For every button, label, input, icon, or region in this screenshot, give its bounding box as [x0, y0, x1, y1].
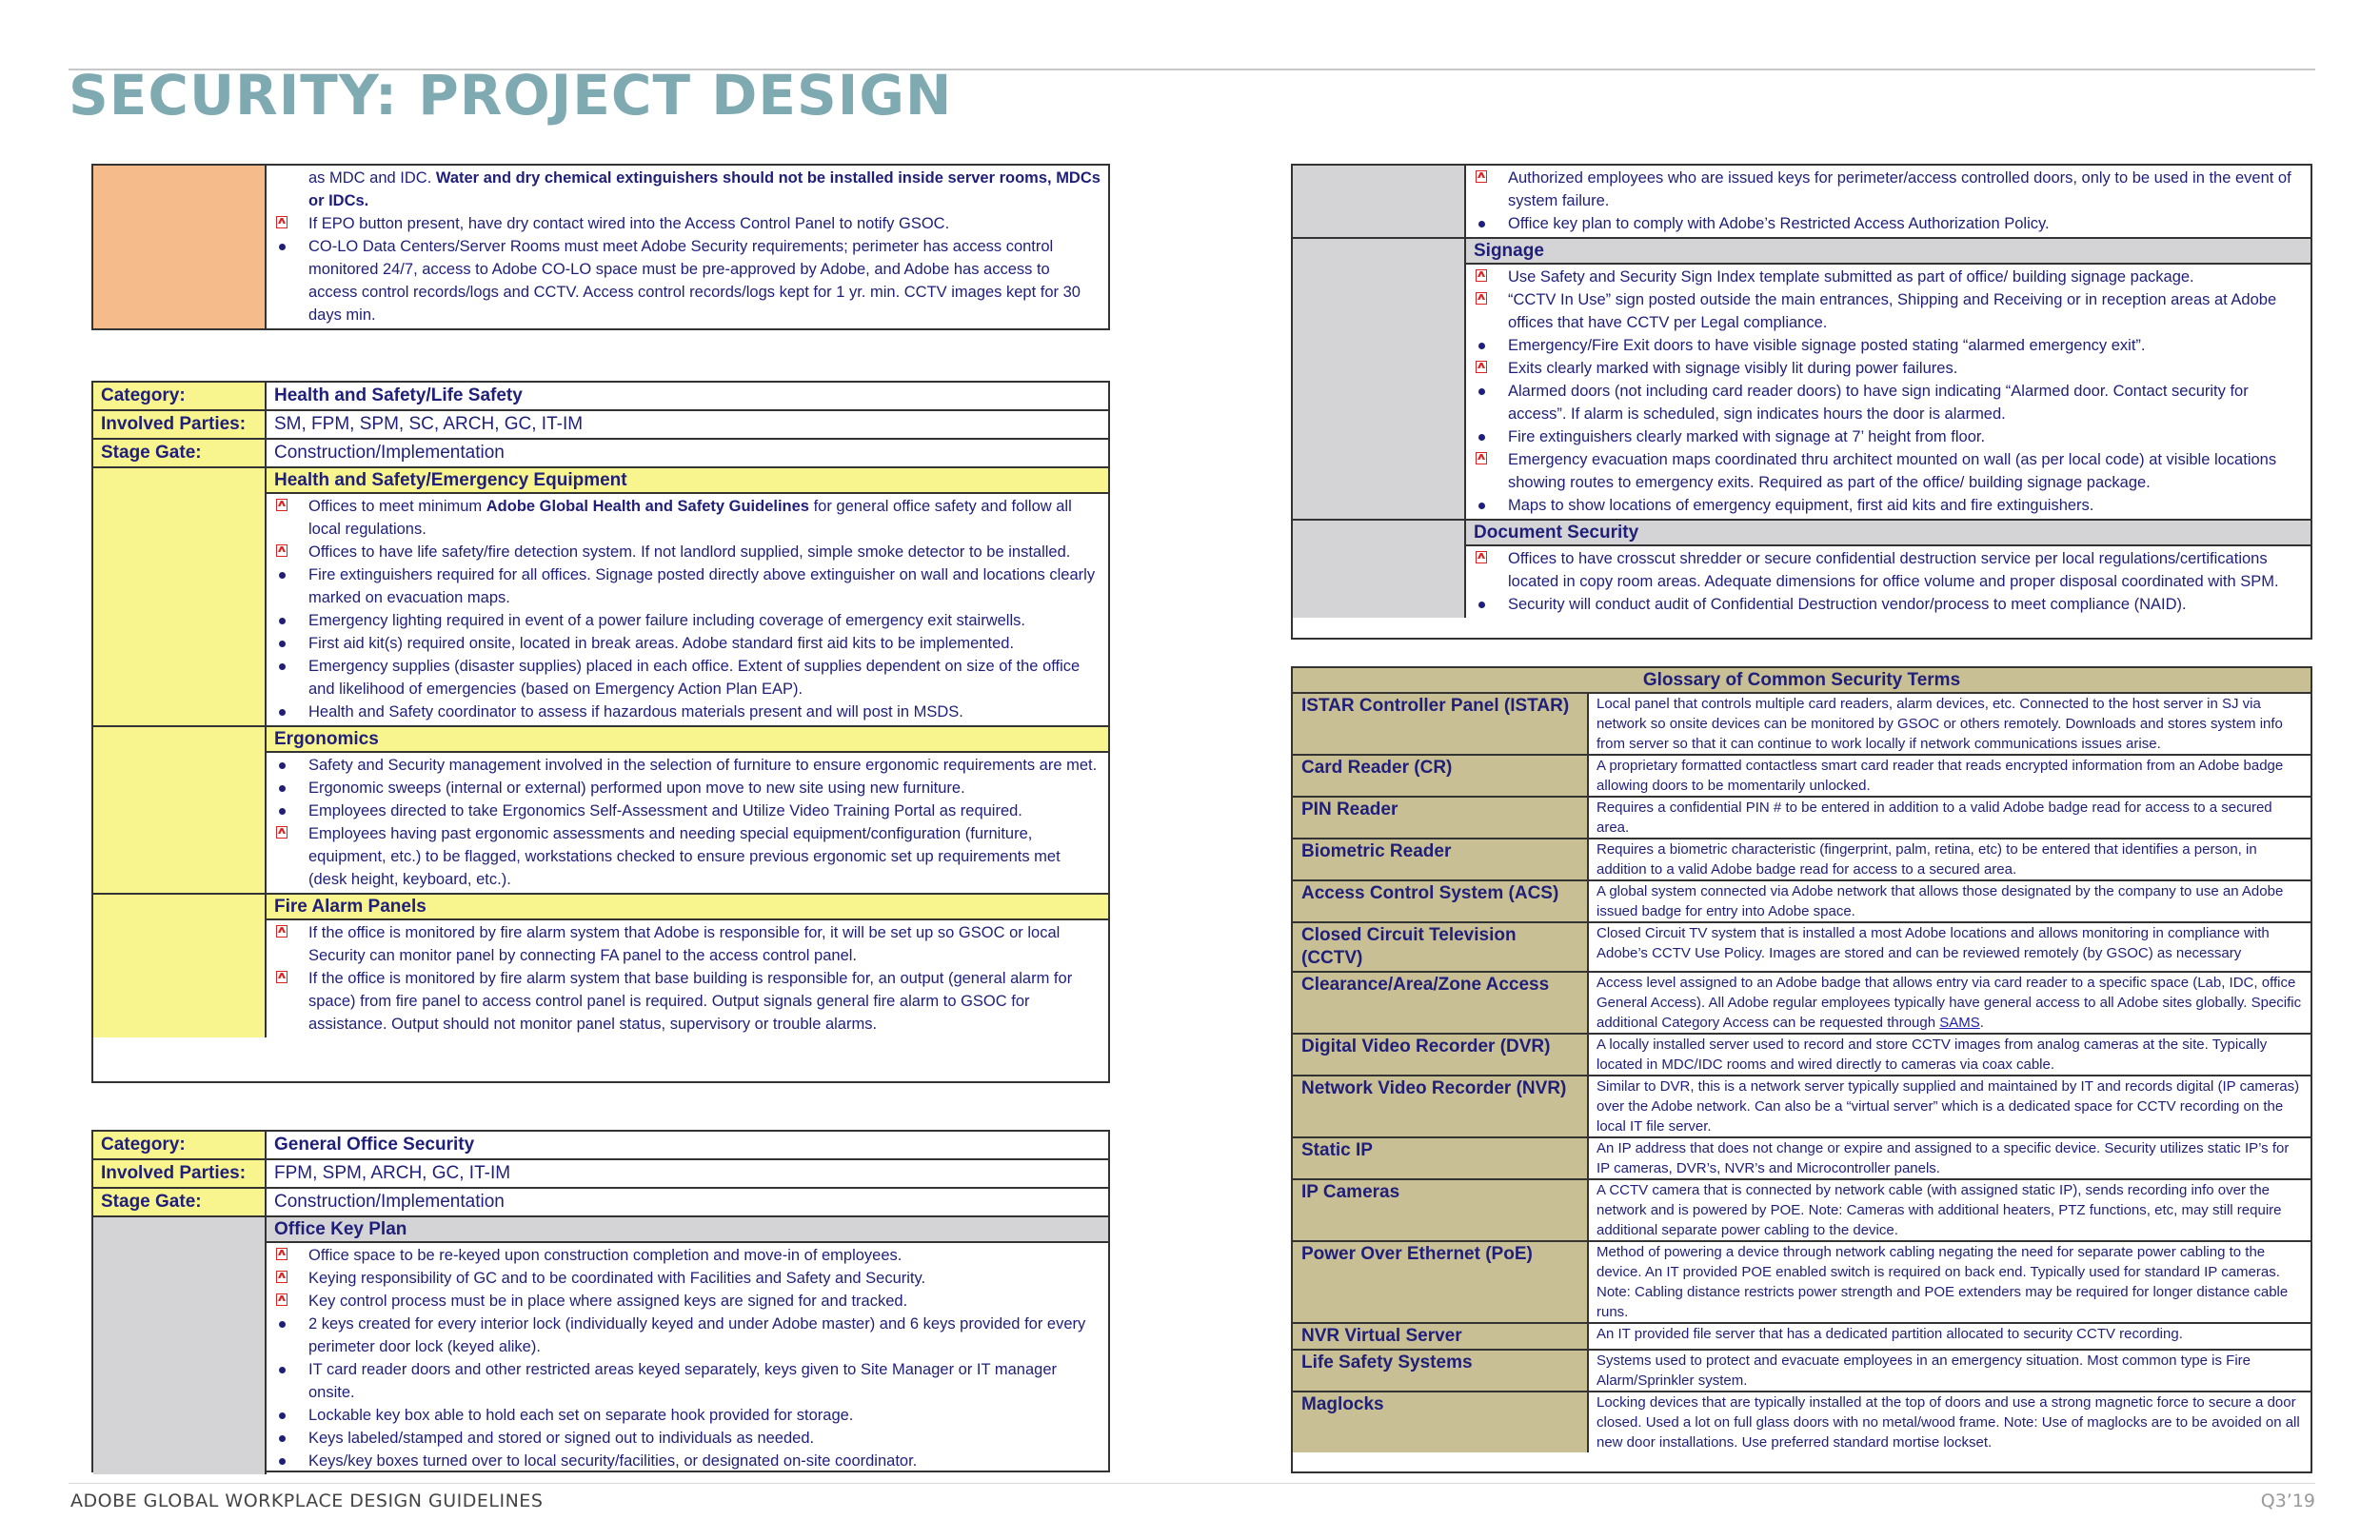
bullet-icon: [274, 921, 308, 967]
bullet-icon: [274, 495, 308, 541]
involved-parties-label: Involved Parties:: [93, 411, 267, 438]
item-text: [308, 1313, 1102, 1358]
item-text: [308, 609, 1102, 632]
bullet-dot-icon: [1478, 602, 1485, 608]
item-text: [308, 541, 1102, 563]
text-run: Emergency supplies (disaster supplies) placed in each office. Extent of supplies dependent on size of the office and likelihood of emergencies (based on Emergency Action Plan EAP).: [308, 658, 1081, 698]
text-run: Security will conduct audit of Confidential Destruction vendor/process to meet compliance (NAID).: [1508, 596, 2187, 613]
section-left-cell: [93, 468, 267, 725]
list-item: [274, 921, 1102, 967]
text-run: Keys/key boxes turned over to local security/facilities, or designated on-site coordinator.: [308, 1452, 918, 1470]
bullet-dot-icon: [279, 572, 286, 579]
list-item: [274, 701, 1102, 723]
bullet-icon: [274, 1427, 308, 1450]
list-item: [274, 822, 1102, 891]
glossary-definition: [1589, 839, 2311, 879]
bullet-dot-icon: [279, 709, 286, 716]
list-item: [274, 541, 1102, 563]
text-run: Fire extinguishers required for all offices. Signage posted directly above extinguisher on wall and locations clearly marked on evacuation maps.: [308, 566, 1096, 606]
bold-text: Water and dry chemical extinguishers should not be installed inside server rooms, MDCs or IDCs.: [308, 169, 1101, 209]
glossary-row: [1293, 839, 2311, 881]
text-run: Local panel that controls multiple card readers, alarm devices, etc. Connected to the host server in SJ via network so onsite devices can be monitored by GSOC or others remotely. Downloads and stores system info from server so that it can continue to work locally if network communications issues arise.: [1597, 696, 2283, 752]
glossary-term: Life Safety Systems: [1293, 1351, 1589, 1391]
section-row: [1293, 521, 2311, 618]
section-row: [93, 727, 1108, 895]
list-item: [274, 800, 1102, 822]
list-item: [274, 212, 1102, 235]
bullet-icon: [274, 1267, 308, 1290]
bullet-dot-icon: [279, 1321, 286, 1328]
adobe-icon: [1476, 170, 1487, 183]
list-item: [274, 1267, 1102, 1290]
bullet-icon: [1474, 334, 1508, 357]
item-text: [1508, 212, 2305, 235]
category-value: Health and Safety/Life Safety: [274, 385, 523, 405]
bullet-icon: [274, 235, 308, 326]
glossary-definition: [1589, 1351, 2311, 1391]
glossary-term: ISTAR Controller Panel (ISTAR): [1293, 694, 1589, 754]
glossary-definition: [1589, 1324, 2311, 1349]
glossary-row: [1293, 798, 2311, 839]
list-item: [1474, 425, 2305, 448]
list-item: [1474, 266, 2305, 288]
bullet-dot-icon: [279, 641, 286, 647]
text-run: as MDC and IDC.: [308, 169, 436, 187]
item-text: [308, 1427, 1102, 1450]
glossary-table: [1291, 666, 2312, 1473]
list-item: [274, 1427, 1102, 1450]
glossary-term: Digital Video Recorder (DVR): [1293, 1035, 1589, 1075]
section-title: Signage: [1466, 239, 2311, 265]
bullet-icon: [274, 563, 308, 609]
text-run: Locking devices that are typically installed at the top of doors and use a strong magnetic force to secure a door closed. Used a lot on full glass doors with no metal/wood frame. Note: Use of maglocks are to be avoided on all new door installations. Use preferred standard mortise lockset.: [1597, 1394, 2300, 1451]
bullet-dot-icon: [279, 1435, 286, 1442]
list-item: [274, 777, 1102, 800]
list-item: [274, 563, 1102, 609]
item-text: [308, 967, 1102, 1036]
item-text: [308, 563, 1102, 609]
section-list: [1466, 546, 2311, 618]
item-text: [308, 632, 1102, 655]
adobe-icon: [276, 826, 288, 839]
glossary-row: [1293, 881, 2311, 923]
item-text: [1508, 425, 2305, 448]
item-text: [1508, 288, 2305, 334]
list-item: [1474, 288, 2305, 334]
bullet-dot-icon: [279, 1367, 286, 1373]
bullet-dot-icon: [279, 1458, 286, 1465]
list-item: [274, 632, 1102, 655]
bullet-dot-icon: [279, 762, 286, 769]
text-run: A global system connected via Adobe network that allows those designated by the company to use an Adobe issued badge for entry into Adobe space.: [1597, 883, 2284, 919]
glossary-row: [1293, 1242, 2311, 1324]
glossary-row: [1293, 694, 2311, 756]
text-run: Use Safety and Security Sign Index template submitted as part of office/ building signage package.: [1508, 268, 2194, 286]
section-list: [267, 753, 1108, 893]
item-text: [308, 1450, 1102, 1472]
text-run: A locally installed server used to record and store CCTV images from analog cameras at the site. Typically located in MDC/IDC rooms and wired directly to cameras via coax cable.: [1597, 1037, 2268, 1073]
adobe-icon: [276, 216, 288, 228]
bullet-icon: [274, 754, 308, 777]
key-plan-continued-list: [1466, 166, 2311, 237]
involved-parties-label: Involved Parties:: [93, 1160, 267, 1187]
glossary-row: [1293, 1392, 2311, 1452]
list-item: [1474, 547, 2305, 593]
glossary-term: Clearance/Area/Zone Access: [1293, 973, 1589, 1033]
category-value: General Office Security: [274, 1135, 475, 1155]
bullet-dot-icon: [279, 618, 286, 624]
section-row: [93, 468, 1108, 727]
bullet-icon: [1474, 212, 1508, 235]
item-text: [308, 495, 1102, 541]
text-run: CO-LO Data Centers/Server Rooms must meet Adobe Security requirements; perimeter has access control monitored 24/7, access to Adobe CO-LO space must be pre-approved by Adobe, and Adobe has access to access control records/logs and CCTV. Access control records/logs kept for 1 yr. min. CCTV images kept for 30 days min.: [308, 238, 1081, 324]
text-run: Offices to have crosscut shredder or secure confidential destruction service per local regulations/certifications located in copy room areas. Adequate dimensions for office volume and proper disposal coordinated with SPM.: [1508, 550, 2279, 590]
bullet-icon: [274, 800, 308, 822]
bullet-dot-icon: [279, 785, 286, 792]
bullet-dot-icon: [1478, 503, 1485, 509]
bullet-icon: [1474, 494, 1508, 517]
list-item: [274, 1244, 1102, 1267]
bullet-icon: [1474, 547, 1508, 593]
list-item: [274, 754, 1102, 777]
adobe-icon: [276, 1248, 288, 1260]
text-run: Exits clearly marked with signage visibly lit during power failures.: [1508, 360, 1958, 377]
list-item: [274, 655, 1102, 701]
item-text: [308, 167, 1102, 212]
bullet-icon: [1474, 425, 1508, 448]
item-text: [1508, 547, 2305, 593]
bullet-dot-icon: [279, 244, 286, 250]
item-text: [308, 1290, 1102, 1313]
text-run: A proprietary formatted contactless smart card reader that reads encrypted information from an Adobe badge allowing doors to be momentarily unlocked.: [1597, 758, 2284, 794]
glossary-row: [1293, 1351, 2311, 1392]
list-item: [1474, 167, 2305, 212]
bullet-icon: [274, 1450, 308, 1472]
list-item: [274, 1313, 1102, 1358]
bullet-dot-icon: [1478, 388, 1485, 395]
adobe-icon: [1476, 292, 1487, 305]
item-text: [308, 1404, 1102, 1427]
section-left-cell: [93, 895, 267, 1037]
glossary-row: [1293, 923, 2311, 973]
glossary-term: Static IP: [1293, 1138, 1589, 1178]
bullet-dot-icon: [1478, 343, 1485, 349]
bold-text: Adobe Global Health and Safety Guidelines: [486, 498, 809, 515]
text-run: Authorized employees who are issued keys for perimeter/access controlled doors, only to be used in the event of system failure.: [1508, 169, 2291, 209]
section-left-cell: [1293, 521, 1466, 618]
adobe-icon: [276, 1293, 288, 1306]
adobe-icon: [1476, 551, 1487, 563]
text-run: Access level assigned to an Adobe badge that allows entry via card reader to a specific space (Lab, IDC, office General Access). All Adobe regular employees typically have general access to all Adobe sites globally. Specific additional Category Access can be requested through: [1597, 975, 2302, 1031]
text-run: Offices to have life safety/fire detection system. If not landlord supplied, simple smoke detector to be installed.: [308, 543, 1071, 561]
adobe-icon: [276, 925, 288, 938]
glossary-definition: [1589, 1138, 2311, 1178]
section-title: Document Security: [1466, 521, 2311, 546]
text-run: Health and Safety coordinator to assess if hazardous materials present and will post in MSDS.: [308, 703, 963, 721]
bullet-icon: [274, 655, 308, 701]
glossary-definition: [1589, 1076, 2311, 1136]
item-text: [308, 777, 1102, 800]
item-text: [308, 754, 1102, 777]
list-item: [274, 167, 1102, 212]
adobe-icon: [276, 1271, 288, 1283]
glossary-definition: [1589, 1392, 2311, 1452]
general-office-security-table: [91, 1130, 1110, 1472]
text-run: Safety and Security management involved in the selection of furniture to ensure ergonomic requirements are met.: [308, 757, 1098, 774]
bullet-icon: [1474, 380, 1508, 425]
adobe-icon: [1476, 269, 1487, 282]
bullet-icon: [1474, 593, 1508, 616]
involved-parties-value: FPM, SPM, ARCH, GC, IT-IM: [274, 1163, 511, 1183]
text-run: Similar to DVR, this is a network server typically supplied and maintained by IT and records digital (IP cameras) over the Adobe network. Can also be a “virtual server” which is a dedicated space for CCTV recording on the local IT file server.: [1597, 1078, 2300, 1135]
text-run: If the office is monitored by fire alarm system that Adobe is responsible for, it will be set up so GSOC or local Security can monitor panel by connecting FA panel to the access control panel.: [308, 924, 1061, 964]
text-run: Closed Circuit TV system that is installed a most Adobe locations and allows monitoring in compliance with Adobe’s CCTV Use Policy. Images are stored and can be reviewed remotely (by GSOC) as necessary: [1597, 925, 2270, 961]
text-run: Maps to show locations of emergency equipment, first aid kits and fire extinguishers.: [1508, 497, 2094, 514]
section-list: [267, 920, 1108, 1037]
category-label: Category:: [93, 1132, 267, 1158]
text-run: .: [1979, 1015, 1984, 1031]
continued-table: [91, 164, 1110, 330]
bullet-icon: [274, 1358, 308, 1404]
bullet-icon: [1474, 266, 1508, 288]
category-label: Category:: [93, 383, 267, 409]
text-run: If EPO button present, have dry contact wired into the Access Control Panel to notify GSOC.: [308, 215, 950, 232]
bullet-icon: [274, 1313, 308, 1358]
glossary-row: [1293, 1035, 2311, 1076]
item-text: [308, 822, 1102, 891]
text-run: Emergency evacuation maps coordinated thru architect mounted on wall (as per local code) at visible locations showing routes to emergency exits. Required as part of the office/ building signage package.: [1508, 451, 2277, 491]
text-run: Requires a confidential PIN # to be entered in addition to a valid Adobe badge read for access to a secured area.: [1597, 800, 2272, 836]
list-item: [274, 495, 1102, 541]
stage-gate-value: Construction/Implementation: [274, 1192, 505, 1212]
text-run: Emergency lighting required in event of a power failure including coverage of emergency exit stairwells.: [308, 612, 1025, 629]
bullet-icon: [1474, 288, 1508, 334]
text-run: Alarmed doors (not including card reader doors) to have sign indicating “Alarmed door. Contact security for access”. If alarm is scheduled, sign indicates hours the door is alarmed.: [1508, 383, 2249, 423]
bullet-icon: [274, 701, 308, 723]
glossary-row: [1293, 1180, 2311, 1242]
section-list: [1466, 265, 2311, 519]
glossary-term: Access Control System (ACS): [1293, 881, 1589, 921]
item-text: [308, 921, 1102, 967]
bullet-icon: [1474, 357, 1508, 380]
bullet-icon: [1474, 448, 1508, 494]
text-run: Requires a biometric characteristic (fingerprint, palm, retina, etc) to be entered that identifies a person, in addition to a valid Adobe badge read for access to a secured area.: [1597, 841, 2257, 878]
bullet-dot-icon: [279, 808, 286, 815]
item-text: [1508, 266, 2305, 288]
glossary-term: Network Video Recorder (NVR): [1293, 1076, 1589, 1136]
health-safety-table: [91, 381, 1110, 1083]
text-run: A CCTV camera that is connected by network cable (with assigned static IP), sends recording info over the network and is powered by POE. Note: Cameras with additional heaters, PTZ functions, etc, may still require additional separate power cabling to the device.: [1597, 1182, 2282, 1238]
glossary-term: NVR Virtual Server: [1293, 1324, 1589, 1349]
section-row: [93, 1217, 1108, 1474]
signage-document-table: [1291, 164, 2312, 640]
glossary-definition: [1589, 1242, 2311, 1322]
section-title: Health and Safety/Emergency Equipment: [267, 468, 1108, 494]
bullet-icon: [274, 822, 308, 891]
item-text: [1508, 448, 2305, 494]
section-left-cell: [1293, 239, 1466, 519]
glossary-row: [1293, 1076, 2311, 1138]
bullet-icon: [274, 1290, 308, 1313]
text-run: Lockable key box able to hold each set on separate hook provided for storage.: [308, 1407, 854, 1424]
text-run: Method of powering a device through network cabling negating the need for separate power cabling to the device. An IT provided POE enabled switch is required on back end. Typically used for standard IP cameras. Note: Cabling distance restricts power strength and POE extenders may be required for longer distance cable runs.: [1597, 1244, 2289, 1320]
text-run: Emergency/Fire Exit doors to have visible signage posted stating “alarmed emergency exit”.: [1508, 337, 2146, 354]
item-text: [1508, 494, 2305, 517]
list-item: [1474, 380, 2305, 425]
text-run: “CCTV In Use” sign posted outside the main entrances, Shipping and Receiving or in reception areas at Adobe offices that have CCTV per Legal compliance.: [1508, 291, 2277, 331]
bullet-icon: [274, 967, 308, 1036]
item-text: [1508, 357, 2305, 380]
glossary-definition: [1589, 694, 2311, 754]
list-item: [274, 1450, 1102, 1472]
stage-gate-value: Construction/Implementation: [274, 443, 505, 463]
glossary-definition: [1589, 881, 2311, 921]
text-run: Offices to meet minimum: [308, 498, 486, 515]
text-run: Office key plan to comply with Adobe’s Restricted Access Authorization Policy.: [1508, 215, 2050, 232]
bullet-dot-icon: [1478, 221, 1485, 227]
list-item: [274, 1358, 1102, 1404]
glossary-definition: [1589, 756, 2311, 796]
item-text: [308, 212, 1102, 235]
list-item: [274, 235, 1102, 326]
item-text: [308, 655, 1102, 701]
glossary-term: Card Reader (CR): [1293, 756, 1589, 796]
stage-gate-label: Stage Gate:: [93, 1189, 267, 1215]
glossary-title: Glossary of Common Security Terms: [1293, 668, 2311, 694]
glossary-definition: [1589, 923, 2311, 971]
item-text: [1508, 334, 2305, 357]
bullet-dot-icon: [279, 663, 286, 670]
section-title: Fire Alarm Panels: [267, 895, 1108, 920]
text-run: for general office safety and follow all local regulations.: [308, 498, 1072, 538]
list-item: [274, 609, 1102, 632]
glossary-term: Closed Circuit Television (CCTV): [1293, 923, 1589, 971]
section-left-cell: [93, 1217, 267, 1474]
section-title: Ergonomics: [267, 727, 1108, 753]
text-run: Employees having past ergonomic assessments and needing special equipment/configuration (furniture, equipment, etc.) to be flagged, workstations checked to ensure previous ergonomic set up requirements met (desk height, keyboard, etc.).: [308, 825, 1061, 888]
bullet-icon: [274, 1404, 308, 1427]
page-title: SECURITY: PROJECT DESIGN: [69, 63, 953, 128]
text-run: Office space to be re-keyed upon construction completion and move-in of employees.: [308, 1247, 902, 1264]
section-left-cell: [93, 727, 267, 893]
glossary-term: Maglocks: [1293, 1392, 1589, 1452]
list-item: [1474, 212, 2305, 235]
text-run: Fire extinguishers clearly marked with signage at 7’ height from floor.: [1508, 428, 1986, 445]
item-text: [1508, 593, 2305, 616]
glossary-row: [1293, 1324, 2311, 1351]
bullet-icon: [274, 609, 308, 632]
bullet-icon: [274, 212, 308, 235]
bullet-icon: [1474, 167, 1508, 212]
section-list: [267, 1243, 1108, 1474]
footer-rule: [69, 1483, 2315, 1484]
glossary-row: [1293, 756, 2311, 798]
bullet-spacer: [274, 167, 308, 212]
item-text: [308, 800, 1102, 822]
text-run: Keying responsibility of GC and to be coordinated with Facilities and Safety and Security.: [308, 1270, 926, 1287]
adobe-icon: [1476, 361, 1487, 373]
text-run: An IP address that does not change or expire and assigned to a specific device. Security utilizes static IP’s for IP cameras, DVR’s, NVR’s and Microcontroller panels.: [1597, 1140, 2290, 1176]
glossary-term: Power Over Ethernet (PoE): [1293, 1242, 1589, 1322]
list-item: [1474, 593, 2305, 616]
adobe-icon: [1476, 452, 1487, 464]
list-item: [1474, 448, 2305, 494]
link-text[interactable]: SAMS: [1939, 1015, 1980, 1031]
item-text: [1508, 167, 2305, 212]
adobe-icon: [276, 499, 288, 511]
glossary-term: PIN Reader: [1293, 798, 1589, 838]
item-text: [308, 1244, 1102, 1267]
item-text: [308, 1358, 1102, 1404]
glossary-term: Biometric Reader: [1293, 839, 1589, 879]
glossary-rows: [1293, 694, 2311, 1452]
adobe-icon: [276, 971, 288, 983]
list-item: [1474, 357, 2305, 380]
list-item: [274, 967, 1102, 1036]
glossary-definition: [1589, 1035, 2311, 1075]
footer-date: Q3’19: [2260, 1491, 2315, 1511]
text-run: If the office is monitored by fire alarm system that base building is responsible for, an output (general alarm for space) from fire panel to access control panel is required. Output signals general fire alarm to GSOC for assistance. Output should not monitor panel status, supervisory or trouble alarms.: [308, 970, 1073, 1033]
list-item: [274, 1290, 1102, 1313]
item-text: [1508, 380, 2305, 425]
continued-list: [267, 166, 1108, 328]
bullet-dot-icon: [1478, 434, 1485, 441]
bullet-icon: [274, 1244, 308, 1267]
bullet-icon: [274, 541, 308, 563]
footer-document-title: ADOBE GLOBAL WORKPLACE DESIGN GUIDELINES: [70, 1491, 544, 1511]
glossary-definition: [1589, 798, 2311, 838]
text-run: Employees directed to take Ergonomics Self-Assessment and Utilize Video Training Portal as required.: [308, 802, 1022, 819]
glossary-row: [1293, 1138, 2311, 1180]
bullet-dot-icon: [279, 1412, 286, 1419]
list-item: [274, 1404, 1102, 1427]
text-run: Key control process must be in place where assigned keys are signed for and tracked.: [308, 1293, 908, 1310]
item-text: [308, 1267, 1102, 1290]
glossary-definition: [1589, 973, 2311, 1033]
text-run: An IT provided file server that has a dedicated partition allocated to security CCTV recording.: [1597, 1326, 2183, 1342]
section-row: [1293, 239, 2311, 521]
text-run: Ergonomic sweeps (internal or external) performed upon move to new site using new furniture.: [308, 780, 965, 797]
stage-gate-label: Stage Gate:: [93, 440, 267, 466]
top-left-cell: [1293, 166, 1466, 237]
continued-left-cell: [93, 166, 267, 328]
list-item: [1474, 494, 2305, 517]
section-title: Office Key Plan: [267, 1217, 1108, 1243]
adobe-icon: [276, 544, 288, 557]
section-list: [267, 494, 1108, 725]
text-run: Keys labeled/stamped and stored or signed out to individuals as needed.: [308, 1430, 815, 1447]
text-run: 2 keys created for every interior lock (individually keyed and under Adobe master) and 6 keys provided for every perimeter door lock (keyed alike).: [308, 1315, 1086, 1355]
text-run: Systems used to protect and evacuate employees in an emergency situation. Most common type is Fire Alarm/Sprinkler system.: [1597, 1352, 2251, 1389]
text-run: First aid kit(s) required onsite, located in break areas. Adobe standard first aid kits to be implemented.: [308, 635, 1015, 652]
glossary-row: [1293, 973, 2311, 1035]
bullet-icon: [274, 777, 308, 800]
glossary-definition: [1589, 1180, 2311, 1240]
bullet-icon: [274, 632, 308, 655]
text-run: IT card reader doors and other restricted areas keyed separately, keys given to Site Manager or IT manager onsite.: [308, 1361, 1057, 1401]
section-row: [93, 895, 1108, 1037]
involved-parties-value: SM, FPM, SPM, SC, ARCH, GC, IT-IM: [274, 414, 584, 434]
list-item: [1474, 334, 2305, 357]
item-text: [308, 701, 1102, 723]
glossary-term: IP Cameras: [1293, 1180, 1589, 1240]
item-text: [308, 235, 1102, 326]
